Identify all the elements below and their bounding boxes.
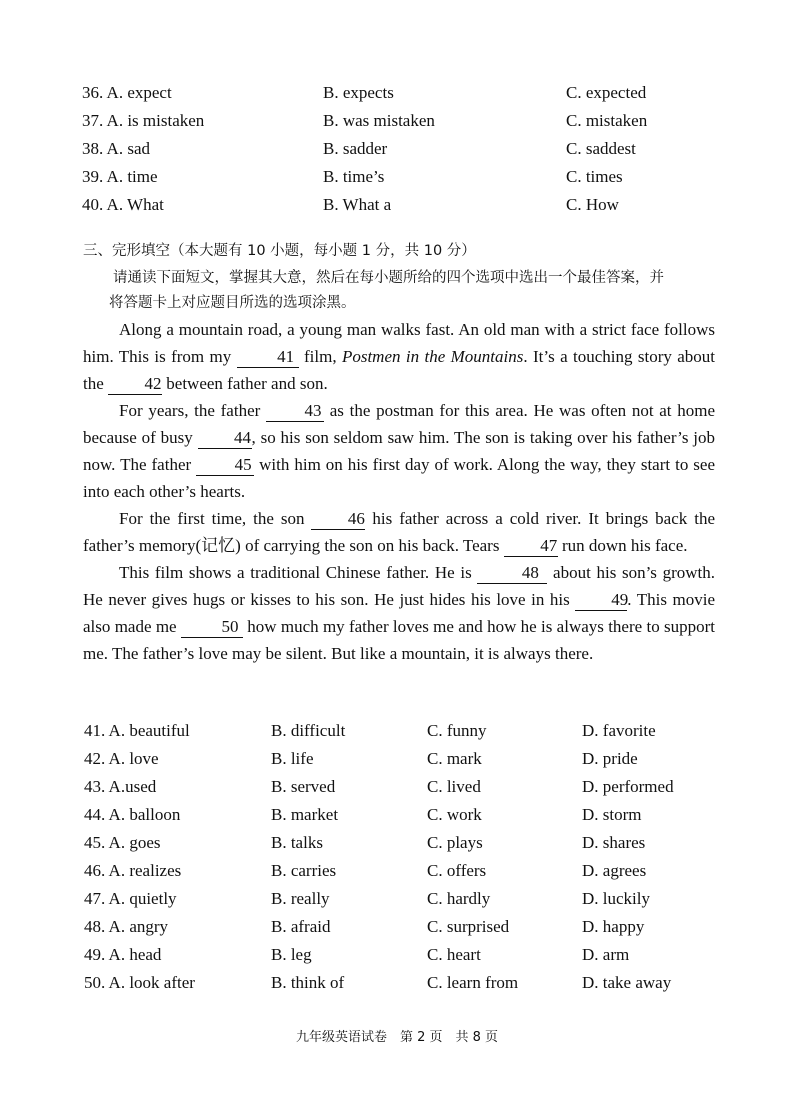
blank-47: 47 xyxy=(504,536,558,557)
option-row-50 xyxy=(0,970,794,996)
option-d: D. luckily xyxy=(582,889,650,908)
blank-49: 49 xyxy=(575,590,627,611)
option-a: 37. A. is mistaken xyxy=(82,111,205,130)
option-b: B. life xyxy=(271,749,314,768)
option-b: B. expects xyxy=(323,83,394,102)
option-d: D. storm xyxy=(582,805,642,824)
option-c: C. mark xyxy=(427,749,482,768)
option-a: 36. A. expect xyxy=(82,83,172,102)
option-a: 47. A. quietly xyxy=(84,889,177,908)
blank-43: 43 xyxy=(266,401,324,422)
film-title: Postmen in the Mountains xyxy=(341,347,524,366)
option-d: D. shares xyxy=(582,833,646,852)
option-c: C. expected xyxy=(566,83,647,102)
option-a: 41. A. beautiful xyxy=(84,721,190,740)
option-row-36 xyxy=(0,80,794,106)
passage-paragraph-2: For years, the father 43 as the postman for this area. He was often not at home because of busy 44, so his son seldom saw him. The son is taking over his father’s job now. The father 45 with him on his first day of work. Along the way, they start to see into each other’s hearts. xyxy=(83,401,716,501)
blank-46: 46 xyxy=(311,509,365,530)
option-d: D. pride xyxy=(582,749,638,768)
section-instructions xyxy=(109,266,723,316)
option-d: D. agrees xyxy=(582,861,647,880)
option-a: 49. A. head xyxy=(84,945,162,964)
blank-41: 41 xyxy=(237,347,299,368)
option-d: D. performed xyxy=(582,777,674,796)
option-c: C. work xyxy=(427,805,482,824)
option-row-43 xyxy=(0,774,794,800)
option-b: B. really xyxy=(271,889,330,908)
option-c: C. hardly xyxy=(427,889,491,908)
option-row-40 xyxy=(0,192,794,218)
option-a: 42. A. love xyxy=(84,749,159,768)
passage-paragraph-3: For the first time, the son 46 his father across a cold river. It brings back the father’s memory(记忆) of carrying the son on his back. Tears 47 run down his face. xyxy=(83,509,716,555)
option-d: D. arm xyxy=(582,945,630,964)
option-c: C. mistaken xyxy=(566,111,648,130)
option-a: 44. A. balloon xyxy=(84,805,181,824)
option-row-44 xyxy=(0,802,794,828)
option-b: B. time’s xyxy=(323,167,385,186)
option-b: B. difficult xyxy=(271,721,346,740)
option-b: B. afraid xyxy=(271,917,331,936)
option-b: B. was mistaken xyxy=(323,111,435,130)
option-b: B. market xyxy=(271,805,339,824)
cloze-passage xyxy=(83,316,715,667)
option-row-39 xyxy=(0,164,794,190)
option-c: C. surprised xyxy=(427,917,510,936)
option-c: C. How xyxy=(566,195,619,214)
option-a: 39. A. time xyxy=(82,167,158,186)
option-b: B. served xyxy=(271,777,336,796)
section-heading: 三、完形填空（本大题有 10 小题，每小题 1 分，共 10 分） xyxy=(83,243,476,259)
option-b: B. leg xyxy=(271,945,312,964)
option-b: B. What a xyxy=(323,195,392,214)
option-b: B. talks xyxy=(271,833,323,852)
option-row-45 xyxy=(0,830,794,856)
option-a: 48. A. angry xyxy=(84,917,169,936)
option-d: D. favorite xyxy=(582,721,656,740)
blank-42: 42 xyxy=(108,374,162,395)
blank-44: 44 xyxy=(198,428,252,449)
option-c: C. times xyxy=(566,167,623,186)
option-c: C. lived xyxy=(427,777,481,796)
passage-paragraph-4: This film shows a traditional Chinese father. He is 48 about his son’s growth. He never gives hugs or kisses to his son. He just hides his love in his 49. This movie also made me 50 how much my father loves me and how he is always there to support me. The father’s love may be silent. But like a mountain, it is always there. xyxy=(83,563,716,663)
option-a: 45. A. goes xyxy=(84,833,161,852)
option-row-38 xyxy=(0,136,794,162)
option-d: D. happy xyxy=(582,917,645,936)
option-a: 40. A. What xyxy=(82,195,164,214)
option-row-48 xyxy=(0,914,794,940)
option-row-46 xyxy=(0,858,794,884)
option-b: B. sadder xyxy=(323,139,388,158)
option-c: C. offers xyxy=(427,861,487,880)
option-a: 50. A. look after xyxy=(84,973,195,992)
option-row-42 xyxy=(0,746,794,772)
option-row-47 xyxy=(0,886,794,912)
option-a: 46. A. realizes xyxy=(84,861,182,880)
page-footer: 九年级英语试卷 第 2 页 共 8 页 xyxy=(295,1030,499,1045)
blank-45: 45 xyxy=(196,455,254,476)
option-a: 43. A.used xyxy=(84,777,157,796)
instruction-line-1: 请通读下面短文，掌握其大意，然后在每小题所给的四个选项中选出一个最佳答案，并 xyxy=(113,270,664,286)
option-b: B. think of xyxy=(271,973,345,992)
blank-48: 48 xyxy=(477,563,547,584)
passage-paragraph-1: Along a mountain road, a young man walks fast. An old man with a strict face follows him. This is from my 41 film, Postmen in the Mountains. It’s a touching story about the 42 between father and son. xyxy=(83,320,715,393)
option-c: C. learn from xyxy=(427,973,519,992)
option-b: B. carries xyxy=(271,861,337,880)
option-c: C. funny xyxy=(427,721,487,740)
option-d: D. take away xyxy=(582,973,672,992)
option-c: C. saddest xyxy=(566,139,636,158)
option-c: C. heart xyxy=(427,945,481,964)
option-c: C. plays xyxy=(427,833,483,852)
blank-50: 50 xyxy=(181,617,243,638)
option-row-37 xyxy=(0,108,794,134)
option-a: 38. A. sad xyxy=(82,139,150,158)
option-row-49 xyxy=(0,942,794,968)
option-row-41 xyxy=(0,718,794,744)
instruction-line-2: 将答题卡上对应题目所选的选项涂黑。 xyxy=(109,295,356,311)
